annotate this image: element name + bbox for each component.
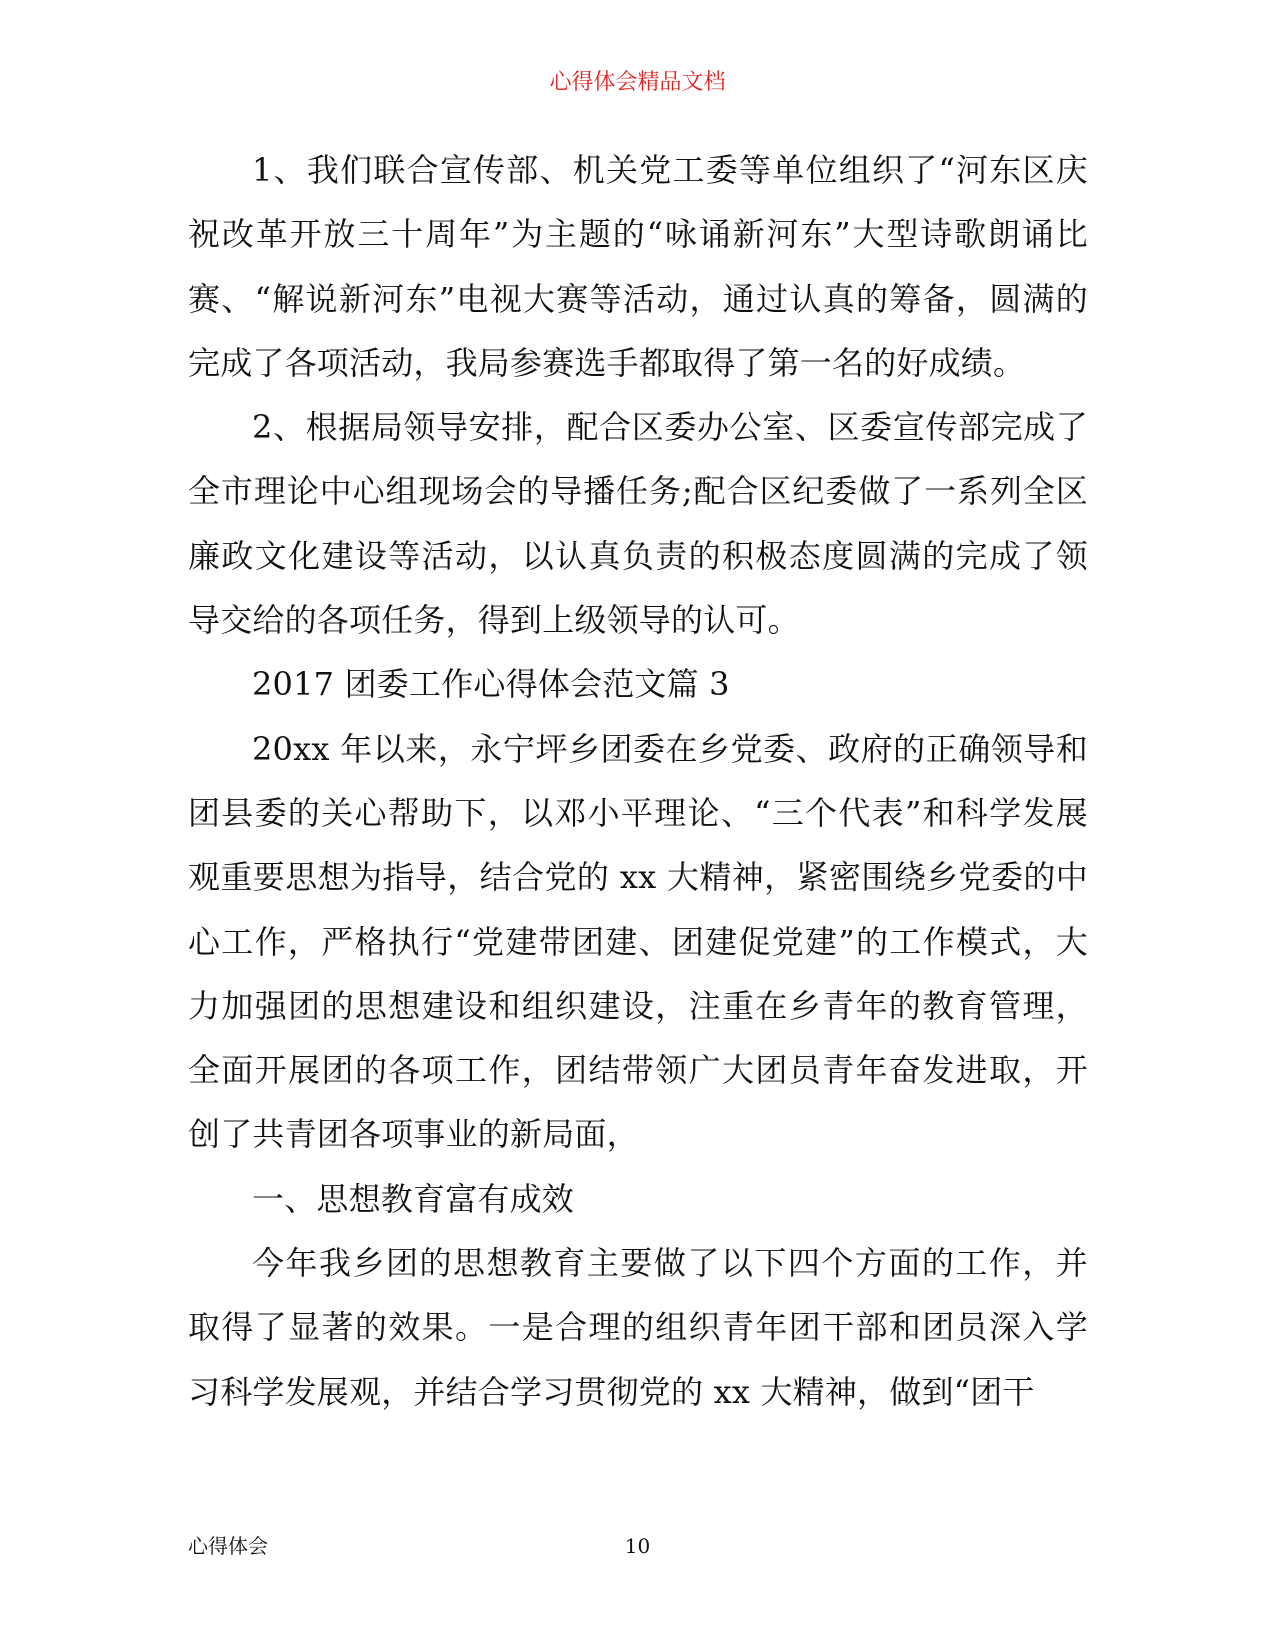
paragraph-2: 2、根据局领导安排，配合区委办公室、区委宣传部完成了全市理论中心组现场会的导播任务;配合区纪委做了一系列全区廉政文化建设等活动，以认真负责的积极态度圆满的完成了领导交给的各项任务，得到上级领导的认可。 xyxy=(188,408,1088,640)
section-heading-article-3: 2017 团委工作心得体会范文篇 3 xyxy=(252,665,730,704)
paragraph-intro: 20xx 年以来，永宁坪乡团委在乡党委、政府的正确领导和团县委的关心帮助下，以邓小平理论、“三个代表”和科学发展观重要思想为指导，结合党的 xx 大精神，紧密围绕乡党委的中心工作，严格执行“党建带团建、团建促党建”的工作模式，大力加强团的思想建设和组织建设，注重在乡青年的教育管理，全面开展团的各项工作，团结带领广大团员青年奋发进取，开创了共青团各项事业的新局面， xyxy=(188,729,1088,1154)
page-number: 10 xyxy=(624,1534,651,1558)
paragraph-1: 1、我们联合宣传部、机关党工委等单位组织了“河东区庆祝改革开放三十周年”为主题的“咏诵新河东”大型诗歌朗诵比赛、“解说新河东”电视大赛等活动，通过认真的筹备，圆满的完成了各项活动，我局参赛选手都取得了第一名的好成绩。 xyxy=(188,151,1088,382)
section-heading-ideological-education: 一、思想教育富有成效 xyxy=(252,1179,575,1218)
paragraph-ideological-education: 今年我乡团的思想教育主要做了以下四个方面的工作，并取得了显著的效果。一是合理的组织青年团干部和团员深入学习科学发展观，并结合学习贯彻党的 xx 大精神，做到“团干 xyxy=(188,1244,1088,1411)
document-body xyxy=(188,138,1088,1424)
footer-label: 心得体会 xyxy=(188,1534,268,1558)
document-header-title: 心得体会精品文档 xyxy=(549,70,726,95)
